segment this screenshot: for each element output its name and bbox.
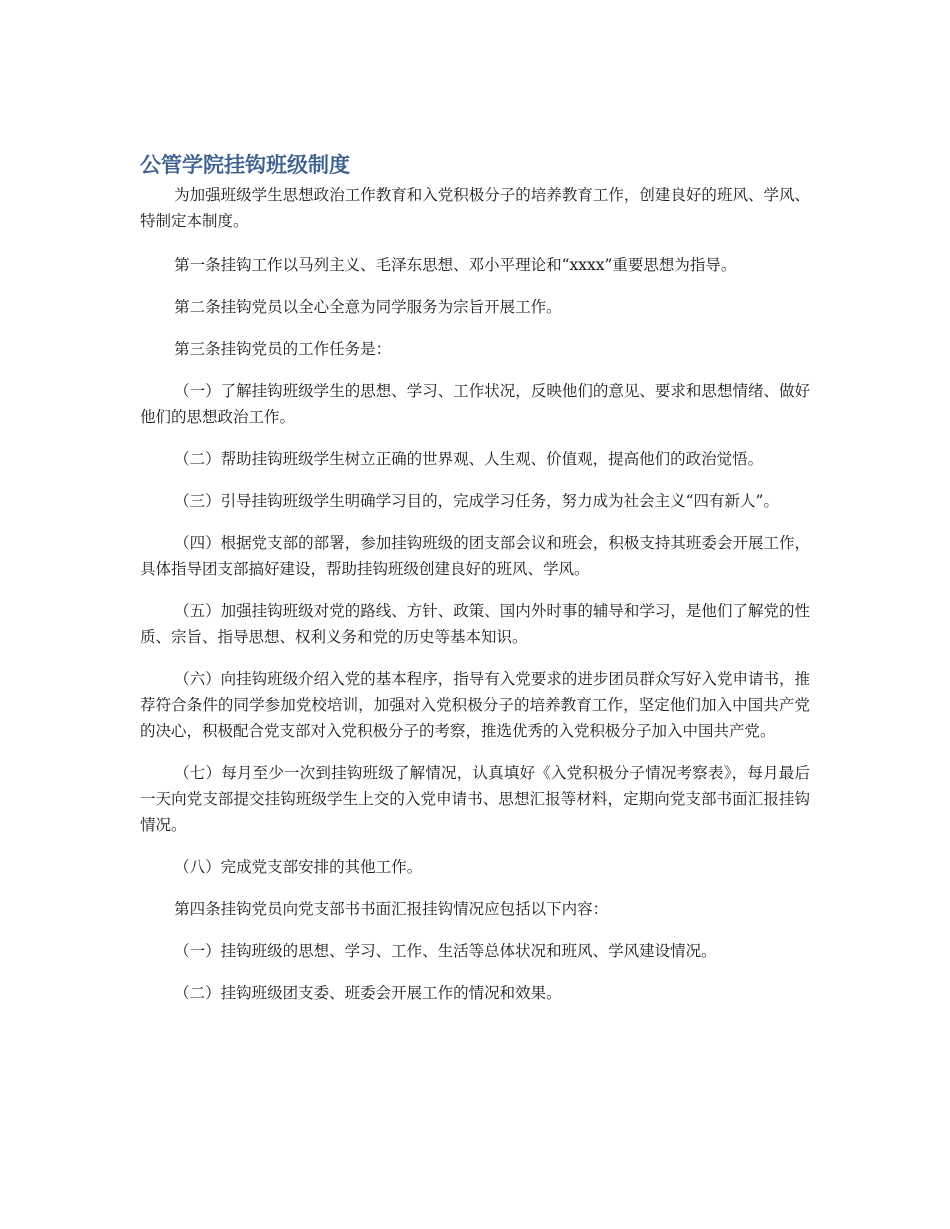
article-3-item-2: （二）帮助挂钩班级学生树立正确的世界观、人生观、价值观，提高他们的政治觉悟。 <box>174 450 764 468</box>
article-4-item-1: （一）挂钩班级的思想、学习、工作、生活等总体状况和班风、学风建设情况。 <box>174 942 717 960</box>
article-3-item-6: （六）向挂钩班级介绍入党的基本程序，指导有入党要求的进步团员群众写好入党申请书，推荐符合条件的同学参加党校培训，加强对入党积极分子的培养教育工作，坚定他们加入中国共产党的决心，积极配合党支部对入党积极分子的考察，推选优秀的入党积极分子加入中国共产党。 <box>140 670 810 740</box>
article-3-item-7: （七）每月至少一次到挂钩班级了解情况，认真填好《入党积极分子情况考察表》，每月最后一天向党支部提交挂钩班级学生上交的入党申请书、思想汇报等材料，定期向党支部书面汇报挂钩情况。 <box>140 764 810 834</box>
article-3-item-4: （四）根据党支部的部署，参加挂钩班级的团支部会议和班会，积极支持其班委会开展工作，具体指导团支部搞好建设，帮助挂钩班级创建良好的班风、学风。 <box>140 534 810 578</box>
article-4-item-2: （二）挂钩班级团支委、班委会开展工作的情况和效果。 <box>174 984 562 1002</box>
document-body <box>140 150 810 1006</box>
article-3-item-5: （五）加强挂钩班级对党的路线、方针、政策、国内外时事的辅导和学习，是他们了解党的性质、宗旨、指导思想、权利义务和党的历史等基本知识。 <box>140 602 810 646</box>
article-4-heading: 第四条挂钩党员向党支部书书面汇报挂钩情况应包括以下内容： <box>174 900 609 918</box>
document-title: 公管学院挂钩班级制度 <box>140 153 350 177</box>
article-2-paragraph: 第二条挂钩党员以全心全意为同学服务为宗旨开展工作。 <box>174 298 562 316</box>
article-3-item-3: （三）引导挂钩班级学生明确学习目的，完成学习任务，努力成为社会主义“四有新人”。 <box>174 492 779 510</box>
article-1-paragraph: 第一条挂钩工作以马列主义、毛泽东思想、邓小平理论和“xxxx”重要思想为指导。 <box>174 256 737 274</box>
article-3-item-1: （一）了解挂钩班级学生的思想、学习、工作状况，反映他们的意见、要求和思想情绪、做好他们的思想政治工作。 <box>140 382 810 426</box>
article-3-item-8: （八）完成党支部安排的其他工作。 <box>174 858 423 876</box>
article-3-heading: 第三条挂钩党员的工作任务是： <box>174 340 392 358</box>
intro-paragraph: 为加强班级学生思想政治工作教育和入党积极分子的培养教育工作，创建良好的班风、学风、特制定本制度。 <box>140 186 810 230</box>
